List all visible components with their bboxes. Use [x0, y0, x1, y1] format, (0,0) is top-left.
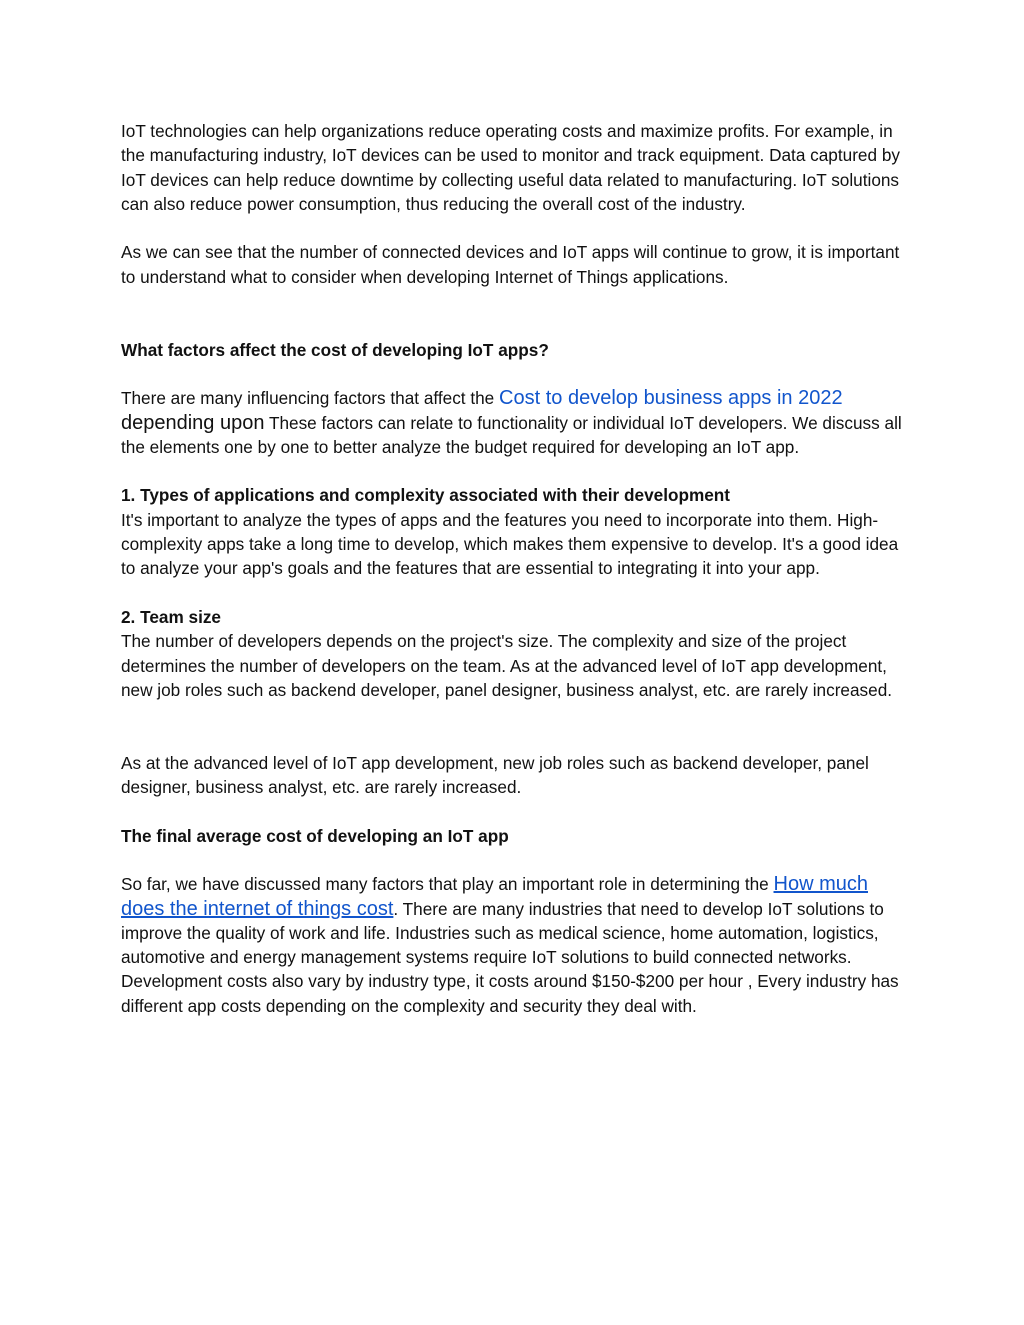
intro-paragraph-1: IoT technologies can help organizations reduce operating costs and maximize profits. For example, in the manufacturing industry, IoT devices can be used to monitor and track equipment. Data captured by IoT devices can help reduce downtime by collecting useful data related to manufacturing. IoT solutions can also reduce power consumption, thus reducing the overall cost of the industry. — [121, 121, 900, 214]
section-2-heading: 2. Team size — [121, 606, 221, 627]
spacer — [121, 289, 911, 338]
section-2-body: The number of developers depends on the project's size. The complexity and size of the project determines the number of developers on the team. As at the advanced level of IoT app development, new job roles such as backend developer, panel designer, business analyst, etc. are rarely increased. — [121, 631, 893, 700]
intro-paragraph-2: As we can see that the number of connected devices and IoT apps will continue to grow, it is important to understand what to consider when developing Internet of Things applications. — [121, 242, 900, 287]
final-text-before-link: So far, we have discussed many factors that play an important role in determining the — [121, 874, 774, 895]
section-1-heading: 1. Types of applications and complexity associated with their development — [121, 485, 731, 506]
final-paragraph — [121, 872, 911, 1018]
spacer — [121, 581, 911, 605]
spacer — [121, 216, 911, 240]
section-1-body: It's important to analyze the types of apps and the features you need to incorporate into them. High-complexity apps take a long time to develop, which makes them expensive to develop. It's a good idea to analyze your app's goals and the features that are essential to integrating it into your app. — [121, 509, 899, 579]
repeat-paragraph: As at the advanced level of IoT app development, new job roles such as backend developer, panel designer, business analyst, etc. are rarely increased. — [121, 752, 869, 798]
final-text-after: . There are many industries that need to develop IoT solutions to improve the quality of work and life. Industries such as medical science, home automation, logistics, automotive and energy management systems require IoT solutions to build connected networks. Development costs also vary by industry type, it costs around $150-$200 per hour , Every industry has different app costs depending on the complexity and security they deal with. — [121, 898, 899, 1016]
iot-cost-link[interactable]: How much does the internet of things cost — [121, 873, 868, 920]
spacer — [121, 799, 911, 823]
cost-business-apps-link[interactable]: Cost to develop business apps in 2022 — [499, 387, 843, 410]
spacer — [121, 362, 911, 386]
spacer — [121, 702, 911, 751]
spacer — [121, 848, 911, 872]
factors-text-before-link: There are many influencing factors that affect the — [121, 388, 500, 409]
final-heading: The final average cost of developing an IoT app — [121, 825, 509, 846]
factors-text-depending: depending upon — [121, 411, 265, 434]
factors-paragraph — [121, 386, 911, 459]
document-body — [121, 119, 911, 1018]
spacer — [121, 459, 911, 483]
factors-text-after: These factors can relate to functionality or individual IoT developers. We discuss all the elements one by one to better analyze the budget required for developing an IoT app. — [121, 412, 902, 457]
factors-heading: What factors affect the cost of developing IoT apps? — [121, 339, 549, 360]
